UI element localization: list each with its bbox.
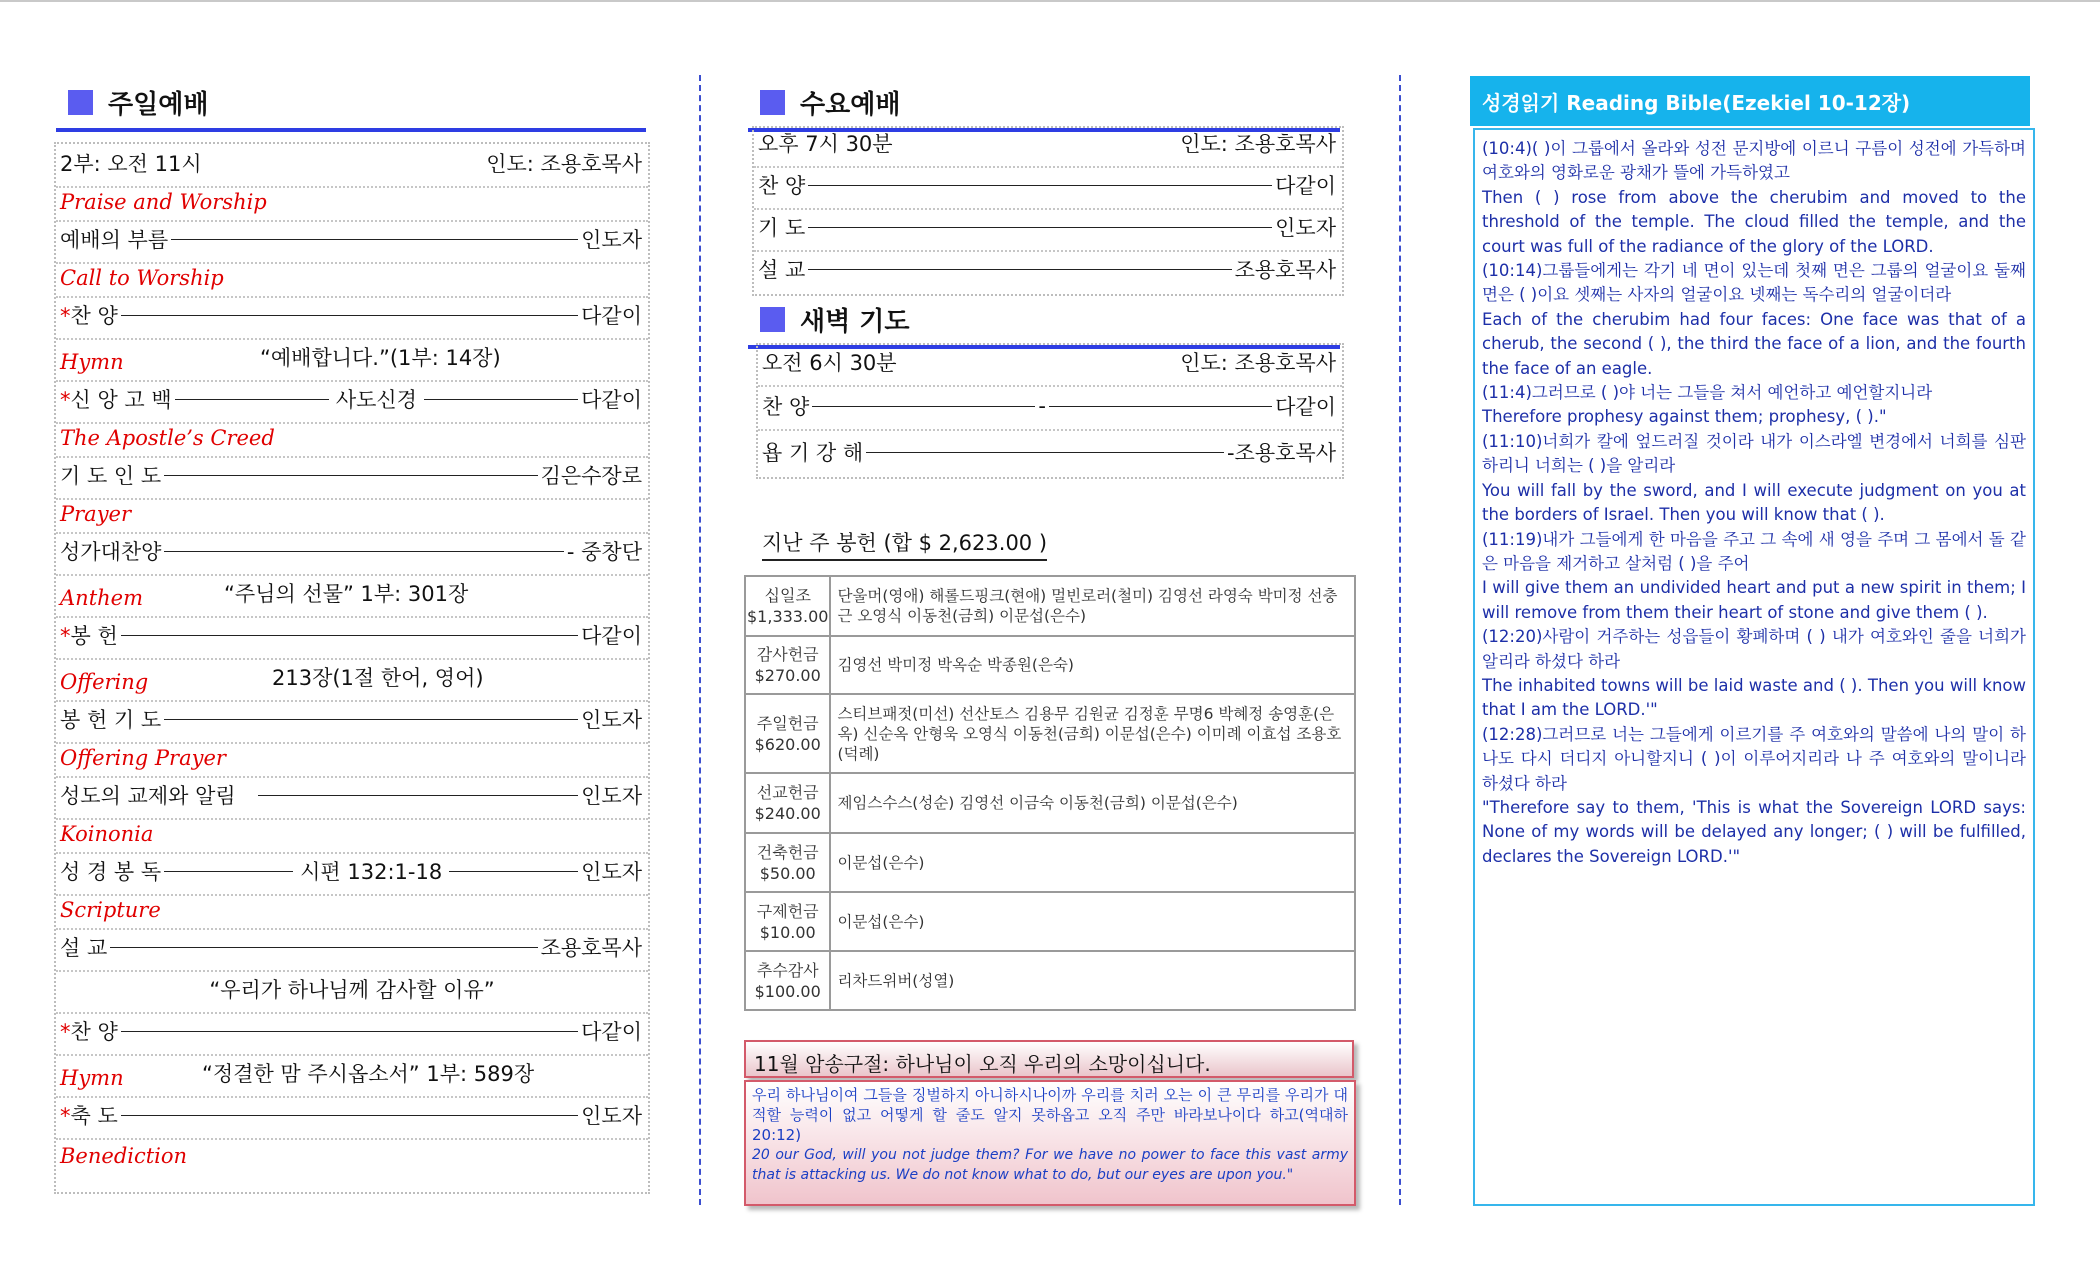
top-border — [0, 0, 2100, 2]
verse-paragraph: (12:20)사람이 거주하는 성읍들이 황폐하며 ( ) 내가 여호와인 줄을 너희가 알리라 하셨다 하라 — [1482, 627, 2026, 671]
verse-paragraph: (12:28)그러므로 너는 그들에게 이르기를 주 여호와의 말씀에 나의 말이 하나도 다시 더디지 아니할지니 ( )이 이루어지리라 나 주 여호와의 말이니라 하셨다 하라 — [1482, 724, 2026, 793]
sunday-row: 설 교 조용호목사 — [56, 930, 648, 972]
sunday-service-header — [56, 78, 646, 132]
wednesday-order-of-service — [752, 126, 1344, 296]
sunday-row — [56, 972, 648, 1014]
sunday-row: 봉 헌 기 도 인도자 — [56, 702, 648, 744]
verse-paragraph: (10:4)( )이 그룹에서 올라와 성전 문지방에 이르니 구름이 성전에 가득하며 여호와의 영화로운 광채가 뜰에 가득하였고 — [1482, 139, 2026, 183]
sunday-row: *찬 양 다같이 — [56, 298, 648, 340]
table-row: 구제헌금 $10.00 이문섭(은수) — [745, 892, 1355, 951]
verse-paragraph: "Therefore say to them, 'This is what the Sovereign LORD says: None of my words will be delayed any longer; ( ) will be fulfilled, declares the Sovereign LORD.'" — [1482, 797, 2026, 866]
sunday-row: *봉 헌 다같이 — [56, 618, 648, 660]
sunday-row: *신 앙 고 백 사도신경 다같이 — [56, 382, 648, 424]
sunday-row: Anthem “주님의 선물” 1부: 301장 — [56, 576, 648, 618]
table-row: 주일헌금 $620.00 스티브패젓(미선) 선산토스 김용무 김원균 김정훈 무명6 박혜정 송영훈(은옥) 신순옥 안형욱 오영식 이동천(금희) 이문섭(은수) 이미례 이효섭 조용호(덕례) — [745, 694, 1355, 773]
verse-paragraph: I will give them an undivided heart and put a new spirit in them; I will remove from them their heart of stone and give them ( ). — [1482, 578, 2026, 622]
bible-reading-title: 성경읽기 Reading Bible(Ezekiel 10-12장) — [1482, 91, 1911, 115]
sunday-row: *축 도 인도자 — [56, 1098, 648, 1140]
memory-verse-body — [744, 1080, 1356, 1206]
wednesday-row: 찬 양 다같이 — [754, 168, 1342, 210]
sunday-row: Scripture — [56, 896, 648, 930]
offering-title: 지난 주 봉헌 (합 $ 2,623.00 ) — [762, 527, 1047, 561]
table-row: 추수감사 $100.00 리차드위버(성열) — [745, 951, 1355, 1010]
memory-verse-english: 20 our God, will you not judge them? For we have no power to face this vast army that is attacking us. We do not know what to do, but our eyes are upon you." — [752, 1147, 1348, 1183]
sunday-row: Prayer — [56, 500, 648, 534]
sunday-row: The Apostle’s Creed — [56, 424, 648, 458]
wednesday-row: 설 교 조용호목사 — [758, 258, 1336, 282]
sunday-order-of-service — [54, 142, 650, 1194]
wednesday-row: 기 도 인도자 — [754, 210, 1342, 252]
sunday-service-title: 주일예배 — [108, 90, 209, 120]
sunday-row: 성도의 교제와 알림 인도자 — [56, 778, 648, 820]
dawn-time-row: 오전 6시 30분 인도: 조용호목사 — [758, 345, 1342, 387]
dawn-row: 찬 양 - 다같이 — [758, 387, 1342, 431]
sunday-row: 성 경 봉 독 시편 132:1-18 인도자 — [56, 854, 648, 896]
verse-paragraph: You will fall by the sword, and I will execute judgment on you at the borders of Israel. Then you will know that ( ). — [1482, 480, 2026, 525]
sermon-title: “우리가 하나님께 감사할 이유” — [209, 978, 495, 1002]
memory-verse-korean: 우리 하나님이여 그들을 징벌하지 아니하시나이까 우리를 치러 오는 이 큰 무리를 우리가 대적할 능력이 없고 어떻게 할 줄도 알지 못하옵고 오직 주만 바라보나이다 하고(역대하 20:12) — [752, 1086, 1348, 1144]
verse-paragraph: Therefore prophesy against them; prophesy, ( )." — [1482, 407, 1887, 427]
bible-reading-header — [1470, 76, 2030, 126]
verse-paragraph: The inhabited towns will be laid waste and ( ). Then you will know that I am the LORD.'" — [1482, 675, 2026, 720]
sunday-row: Offering Prayer — [56, 744, 648, 778]
sunday-row: 기 도 인 도 김은수장로 — [56, 458, 648, 500]
section-square-icon — [760, 307, 785, 332]
wednesday-service-title: 수요예배 — [800, 90, 901, 120]
column-divider-right — [1399, 75, 1401, 1205]
verse-paragraph: (11:19)내가 그들에게 한 마음을 주고 그 속에 새 영을 주며 그 몸에서 돌 같은 마음을 제거하고 살처럼 ( )을 주어 — [1482, 529, 2026, 573]
sunday-row: Offering 213장(1절 한어, 영어) — [56, 660, 648, 702]
sunday-time-row — [56, 144, 648, 188]
table-row: 선교헌금 $240.00 제임스수스(성순) 김영선 이금숙 이동천(금희) 이문섭(은수) — [745, 773, 1355, 833]
wednesday-time-row: 오후 7시 30분 인도: 조용호목사 — [754, 128, 1342, 168]
dawn-prayer-header — [748, 295, 1340, 349]
offering-table — [744, 575, 1356, 1011]
memory-verse-title: 11월 암송구절: 하나님이 오직 우리의 소망이십니다. — [754, 1052, 1211, 1076]
sunday-row: *찬 양 다같이 — [56, 1014, 648, 1056]
bible-reading-box — [1473, 128, 2035, 1206]
wednesday-service-header — [748, 78, 1340, 132]
service-time: 2부: 오전 11시 — [60, 152, 202, 176]
section-square-icon — [760, 90, 785, 115]
sunday-row: Call to Worship — [56, 264, 648, 298]
verse-paragraph: Each of the cherubim had four faces: One face was that of a cherub, the second ( ), the third the face of a lion, and the fourth the face of an eagle. — [1482, 309, 2026, 378]
verse-paragraph: (11:4)그러므로 ( )야 너는 그들을 쳐서 예언하고 예언할지니라 — [1482, 383, 1933, 403]
dawn-row: 욥 기 강 해 -조용호목사 — [762, 441, 1336, 465]
sunday-row: 성가대찬양 - 중창단 — [56, 534, 648, 576]
dawn-order-of-service — [756, 343, 1344, 479]
sunday-row: Koinonia — [56, 820, 648, 854]
section-square-icon — [68, 90, 93, 115]
column-divider-left — [699, 75, 701, 1205]
service-leader: 인도: 조용호목사 — [486, 152, 642, 176]
table-row: 감사헌금 $270.00 김영선 박미정 박옥순 박종원(은숙) — [745, 636, 1355, 694]
dawn-prayer-title: 새벽 기도 — [800, 307, 910, 337]
verse-paragraph: (10:14)그룹들에게는 각기 네 면이 있는데 첫째 면은 그룹의 얼굴이요 둘째 면은 ( )이요 셋째는 사자의 얼굴이요 넷째는 독수리의 얼굴이더라 — [1482, 261, 2026, 305]
sunday-row: 예배의 부름 인도자 — [56, 222, 648, 264]
table-row: 십일조 $1,333.00 단울머(영애) 해롤드핑크(현애) 멀빈로러(철미) 김영선 라영숙 박미정 선충근 오영식 이동천(금희) 이문섭(은수) — [745, 576, 1355, 636]
sunday-row: Hymn “정결한 맘 주시옵소서” 1부: 589장 — [56, 1056, 648, 1098]
sunday-row: Hymn “예배합니다.”(1부: 14장) — [56, 340, 648, 382]
verse-paragraph: Then ( ) rose from above the cherubim and moved to the threshold of the temple. The cloud filled the temple, and the court was full of the radiance of the glory of the LORD. — [1482, 187, 2026, 256]
table-row: 건축헌금 $50.00 이문섭(은수) — [745, 833, 1355, 892]
sunday-row: Praise and Worship — [56, 188, 648, 222]
verse-paragraph: (11:10)너희가 칼에 엎드러질 것이라 내가 이스라엘 변경에서 너희를 심판하리니 너희는 ( )을 알리라 — [1482, 431, 2026, 476]
sunday-row: Benediction — [60, 1144, 188, 1168]
memory-verse-header — [744, 1040, 1354, 1078]
